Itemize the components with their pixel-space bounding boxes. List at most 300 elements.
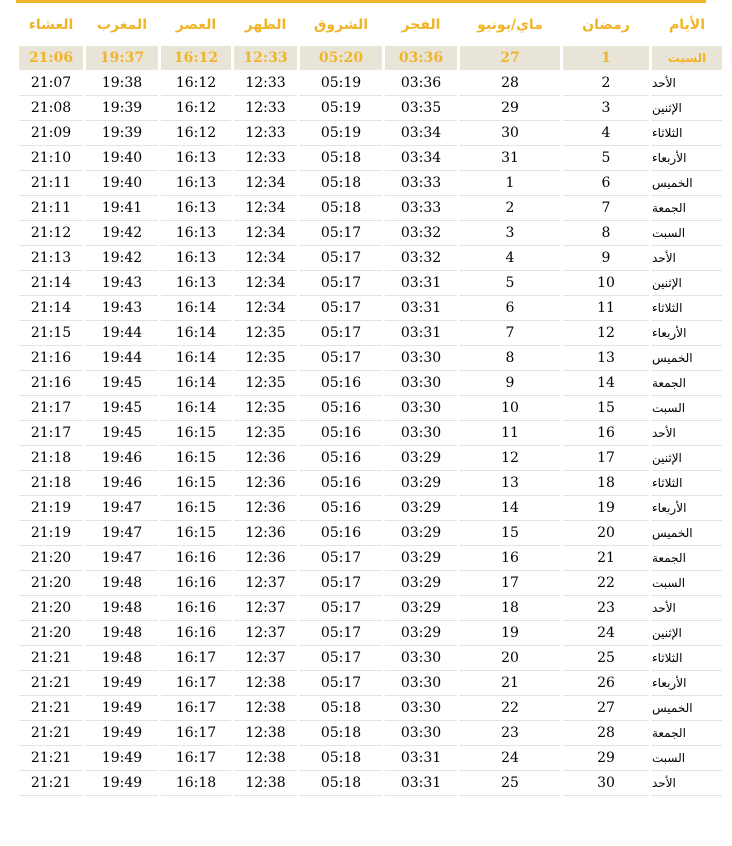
table-row [19,596,722,621]
table-row [19,246,722,271]
cell-isha: 21:08 [19,96,83,121]
cell-dhuhr: 12:36 [234,446,297,471]
cell-sunrise: 05:18 [300,696,382,721]
cell-sunrise: 05:17 [300,296,382,321]
cell-gregorian: 19 [460,621,560,646]
cell-maghrib: 19:49 [86,721,158,746]
cell-gregorian: 20 [460,646,560,671]
cell-isha: 21:10 [19,146,83,171]
cell-sunrise: 05:17 [300,671,382,696]
cell-gregorian: 17 [460,571,560,596]
cell-fajr: 03:32 [385,221,457,246]
cell-sunrise: 05:16 [300,471,382,496]
table-row [19,546,722,571]
cell-fajr: 03:36 [385,46,457,71]
cell-day: الأحد [652,596,722,621]
cell-asr: 16:12 [161,71,231,96]
cell-fajr: 03:29 [385,471,457,496]
cell-isha: 21:16 [19,346,83,371]
cell-fajr: 03:29 [385,496,457,521]
table-row [19,646,722,671]
table-row [19,421,722,446]
table-header-row [19,3,722,46]
cell-ramadan: 26 [563,671,649,696]
cell-dhuhr: 12:38 [234,721,297,746]
cell-gregorian: 22 [460,696,560,721]
cell-gregorian: 13 [460,471,560,496]
cell-fajr: 03:30 [385,646,457,671]
cell-fajr: 03:29 [385,521,457,546]
cell-ramadan: 11 [563,296,649,321]
table-row [19,146,722,171]
table-row [19,221,722,246]
table-row [19,496,722,521]
cell-isha: 21:21 [19,646,83,671]
cell-asr: 16:17 [161,696,231,721]
cell-dhuhr: 12:35 [234,371,297,396]
cell-maghrib: 19:48 [86,596,158,621]
cell-gregorian: 2 [460,196,560,221]
table-row [19,446,722,471]
cell-fajr: 03:31 [385,746,457,771]
table-row [19,621,722,646]
cell-isha: 21:21 [19,746,83,771]
cell-asr: 16:17 [161,721,231,746]
cell-gregorian: 8 [460,346,560,371]
cell-maghrib: 19:42 [86,246,158,271]
cell-sunrise: 05:17 [300,271,382,296]
cell-ramadan: 18 [563,471,649,496]
cell-fajr: 03:31 [385,271,457,296]
cell-maghrib: 19:49 [86,696,158,721]
cell-sunrise: 05:19 [300,96,382,121]
cell-day: الخميس [652,171,722,196]
cell-maghrib: 19:46 [86,471,158,496]
header-sunrise: الشروق [313,16,369,33]
cell-fajr: 03:29 [385,571,457,596]
table-row [19,396,722,421]
cell-ramadan: 7 [563,196,649,221]
cell-ramadan: 8 [563,221,649,246]
cell-day: الثلاثاء [652,121,722,146]
cell-sunrise: 05:16 [300,396,382,421]
cell-ramadan: 27 [563,696,649,721]
cell-gregorian: 24 [460,746,560,771]
cell-day: السبت [652,746,722,771]
cell-gregorian: 5 [460,271,560,296]
cell-dhuhr: 12:34 [234,296,297,321]
cell-gregorian: 6 [460,296,560,321]
cell-fajr: 03:29 [385,546,457,571]
cell-fajr: 03:29 [385,621,457,646]
table-row [19,696,722,721]
cell-day: الجمعة [652,196,722,221]
cell-maghrib: 19:39 [86,96,158,121]
cell-asr: 16:14 [161,371,231,396]
cell-isha: 21:21 [19,671,83,696]
cell-sunrise: 05:18 [300,721,382,746]
prayer-times-table [16,3,725,796]
cell-sunrise: 05:16 [300,421,382,446]
cell-sunrise: 05:17 [300,221,382,246]
cell-day: السبت [652,571,722,596]
cell-maghrib: 19:43 [86,271,158,296]
cell-fajr: 03:34 [385,146,457,171]
cell-day: الأحد [652,246,722,271]
cell-maghrib: 19:48 [86,646,158,671]
cell-sunrise: 05:19 [300,121,382,146]
cell-ramadan: 2 [563,71,649,96]
cell-ramadan: 20 [563,521,649,546]
cell-day: الإثنين [652,271,722,296]
cell-fajr: 03:30 [385,421,457,446]
cell-sunrise: 05:17 [300,546,382,571]
header-maghrib: المغرب [96,16,148,33]
cell-dhuhr: 12:35 [234,396,297,421]
prayer-times-panel [16,0,706,796]
cell-ramadan: 10 [563,271,649,296]
cell-asr: 16:14 [161,296,231,321]
cell-day: الإثنين [652,446,722,471]
cell-asr: 16:16 [161,621,231,646]
cell-asr: 16:14 [161,321,231,346]
cell-asr: 16:14 [161,346,231,371]
cell-ramadan: 6 [563,171,649,196]
cell-fajr: 03:30 [385,346,457,371]
cell-day: الأحد [652,421,722,446]
header-isha: العشاء [28,16,74,33]
cell-asr: 16:13 [161,171,231,196]
cell-ramadan: 17 [563,446,649,471]
cell-ramadan: 29 [563,746,649,771]
table-row [19,771,722,796]
cell-gregorian: 11 [460,421,560,446]
cell-sunrise: 05:17 [300,621,382,646]
cell-dhuhr: 12:33 [234,46,297,71]
cell-sunrise: 05:17 [300,346,382,371]
cell-dhuhr: 12:37 [234,621,297,646]
cell-isha: 21:18 [19,446,83,471]
cell-gregorian: 29 [460,96,560,121]
cell-ramadan: 19 [563,496,649,521]
cell-maghrib: 19:40 [86,171,158,196]
cell-asr: 16:17 [161,746,231,771]
cell-asr: 16:13 [161,196,231,221]
cell-gregorian: 21 [460,671,560,696]
cell-day: الجمعة [652,546,722,571]
cell-asr: 16:16 [161,596,231,621]
cell-isha: 21:20 [19,546,83,571]
cell-day: الثلاثاء [652,296,722,321]
cell-isha: 21:14 [19,271,83,296]
cell-isha: 21:11 [19,171,83,196]
cell-ramadan: 1 [563,46,649,71]
cell-gregorian: 12 [460,446,560,471]
table-body [19,46,722,796]
cell-day: السبت [652,46,722,71]
cell-ramadan: 12 [563,321,649,346]
cell-isha: 21:11 [19,196,83,221]
cell-dhuhr: 12:35 [234,421,297,446]
cell-sunrise: 05:18 [300,146,382,171]
cell-maghrib: 19:47 [86,521,158,546]
cell-dhuhr: 12:36 [234,496,297,521]
cell-asr: 16:12 [161,46,231,71]
cell-dhuhr: 12:34 [234,246,297,271]
cell-day: السبت [652,221,722,246]
cell-gregorian: 14 [460,496,560,521]
cell-ramadan: 24 [563,621,649,646]
table-row [19,671,722,696]
cell-maghrib: 19:49 [86,746,158,771]
cell-asr: 16:17 [161,671,231,696]
cell-day: الجمعة [652,371,722,396]
cell-asr: 16:12 [161,121,231,146]
cell-maghrib: 19:47 [86,546,158,571]
cell-gregorian: 23 [460,721,560,746]
cell-day: الثلاثاء [652,471,722,496]
table-row [19,471,722,496]
cell-ramadan: 4 [563,121,649,146]
cell-isha: 21:09 [19,121,83,146]
cell-sunrise: 05:18 [300,771,382,796]
cell-fajr: 03:31 [385,771,457,796]
cell-isha: 21:19 [19,496,83,521]
cell-dhuhr: 12:34 [234,196,297,221]
cell-gregorian: 25 [460,771,560,796]
cell-asr: 16:15 [161,496,231,521]
cell-gregorian: 18 [460,596,560,621]
cell-dhuhr: 12:36 [234,521,297,546]
cell-gregorian: 1 [460,171,560,196]
cell-fajr: 03:29 [385,596,457,621]
cell-maghrib: 19:44 [86,321,158,346]
cell-ramadan: 9 [563,246,649,271]
table-row [19,521,722,546]
cell-fajr: 03:30 [385,696,457,721]
cell-gregorian: 31 [460,146,560,171]
cell-ramadan: 5 [563,146,649,171]
header-day: الأيام [669,16,705,33]
cell-gregorian: 9 [460,371,560,396]
cell-sunrise: 05:20 [300,46,382,71]
cell-fajr: 03:33 [385,196,457,221]
table-row [19,271,722,296]
cell-isha: 21:13 [19,246,83,271]
cell-fajr: 03:32 [385,246,457,271]
cell-isha: 21:12 [19,221,83,246]
cell-isha: 21:20 [19,571,83,596]
table-row [19,321,722,346]
cell-dhuhr: 12:36 [234,546,297,571]
table-row [19,746,722,771]
cell-ramadan: 13 [563,346,649,371]
cell-sunrise: 05:16 [300,446,382,471]
cell-dhuhr: 12:33 [234,146,297,171]
cell-asr: 16:16 [161,571,231,596]
cell-day: الأحد [652,71,722,96]
cell-dhuhr: 12:37 [234,596,297,621]
cell-dhuhr: 12:37 [234,571,297,596]
cell-sunrise: 05:17 [300,646,382,671]
cell-gregorian: 30 [460,121,560,146]
table-row [19,121,722,146]
cell-dhuhr: 12:38 [234,696,297,721]
cell-dhuhr: 12:34 [234,271,297,296]
cell-sunrise: 05:18 [300,746,382,771]
cell-isha: 21:06 [19,46,83,71]
cell-sunrise: 05:18 [300,196,382,221]
cell-sunrise: 05:16 [300,371,382,396]
cell-ramadan: 14 [563,371,649,396]
header-gregorian: ماي/يونيو [477,16,543,33]
cell-gregorian: 7 [460,321,560,346]
cell-fajr: 03:33 [385,171,457,196]
cell-asr: 16:15 [161,521,231,546]
cell-dhuhr: 12:38 [234,746,297,771]
cell-day: السبت [652,396,722,421]
cell-day: الخميس [652,521,722,546]
cell-ramadan: 16 [563,421,649,446]
cell-maghrib: 19:45 [86,421,158,446]
cell-day: الأربعاء [652,671,722,696]
cell-maghrib: 19:39 [86,121,158,146]
cell-isha: 21:19 [19,521,83,546]
cell-sunrise: 05:17 [300,596,382,621]
header-fajr: الفجر [401,16,441,33]
cell-ramadan: 3 [563,96,649,121]
table-row [19,346,722,371]
cell-fajr: 03:29 [385,446,457,471]
cell-dhuhr: 12:37 [234,646,297,671]
cell-maghrib: 19:41 [86,196,158,221]
table-row [19,571,722,596]
cell-maghrib: 19:45 [86,371,158,396]
table-row [19,371,722,396]
cell-fajr: 03:31 [385,296,457,321]
cell-sunrise: 05:17 [300,571,382,596]
cell-dhuhr: 12:35 [234,346,297,371]
cell-fajr: 03:35 [385,96,457,121]
cell-sunrise: 05:19 [300,71,382,96]
cell-isha: 21:18 [19,471,83,496]
cell-day: الإثنين [652,96,722,121]
cell-day: الثلاثاء [652,646,722,671]
cell-sunrise: 05:18 [300,171,382,196]
cell-asr: 16:14 [161,396,231,421]
cell-dhuhr: 12:34 [234,171,297,196]
cell-day: الأربعاء [652,146,722,171]
cell-fajr: 03:36 [385,71,457,96]
cell-asr: 16:13 [161,146,231,171]
cell-dhuhr: 12:33 [234,71,297,96]
table-row-today [19,46,722,71]
cell-dhuhr: 12:38 [234,771,297,796]
cell-maghrib: 19:43 [86,296,158,321]
cell-gregorian: 15 [460,521,560,546]
cell-maghrib: 19:46 [86,446,158,471]
cell-asr: 16:16 [161,546,231,571]
cell-ramadan: 25 [563,646,649,671]
cell-day: الأربعاء [652,321,722,346]
cell-maghrib: 19:49 [86,671,158,696]
cell-asr: 16:12 [161,96,231,121]
cell-gregorian: 16 [460,546,560,571]
cell-maghrib: 19:42 [86,221,158,246]
cell-maghrib: 19:48 [86,621,158,646]
cell-asr: 16:13 [161,221,231,246]
header-ramadan: رمضان [582,16,630,33]
cell-gregorian: 28 [460,71,560,96]
cell-asr: 16:13 [161,246,231,271]
cell-day: الإثنين [652,621,722,646]
cell-asr: 16:15 [161,471,231,496]
cell-fajr: 03:30 [385,721,457,746]
cell-isha: 21:15 [19,321,83,346]
cell-day: الجمعة [652,721,722,746]
cell-isha: 21:07 [19,71,83,96]
cell-maghrib: 19:48 [86,571,158,596]
cell-gregorian: 27 [460,46,560,71]
cell-maghrib: 19:44 [86,346,158,371]
cell-day: الأربعاء [652,496,722,521]
cell-dhuhr: 12:33 [234,121,297,146]
cell-dhuhr: 12:35 [234,321,297,346]
cell-isha: 21:20 [19,596,83,621]
cell-maghrib: 19:47 [86,496,158,521]
cell-asr: 16:17 [161,646,231,671]
cell-ramadan: 15 [563,396,649,421]
cell-fajr: 03:30 [385,371,457,396]
cell-isha: 21:17 [19,396,83,421]
cell-asr: 16:15 [161,421,231,446]
header-dhuhr: الظهر [244,16,287,33]
cell-maghrib: 19:38 [86,71,158,96]
cell-fajr: 03:34 [385,121,457,146]
cell-isha: 21:14 [19,296,83,321]
table-row [19,721,722,746]
cell-day: الخميس [652,696,722,721]
cell-maghrib: 19:45 [86,396,158,421]
cell-fajr: 03:30 [385,671,457,696]
cell-maghrib: 19:40 [86,146,158,171]
cell-ramadan: 22 [563,571,649,596]
cell-day: الخميس [652,346,722,371]
table-row [19,196,722,221]
cell-asr: 16:15 [161,446,231,471]
cell-ramadan: 21 [563,546,649,571]
cell-isha: 21:16 [19,371,83,396]
cell-day: الأحد [652,771,722,796]
table-row [19,296,722,321]
cell-isha: 21:21 [19,771,83,796]
cell-isha: 21:17 [19,421,83,446]
table-row [19,96,722,121]
table-row [19,171,722,196]
header-asr: العصر [175,16,217,33]
cell-isha: 21:21 [19,721,83,746]
cell-ramadan: 28 [563,721,649,746]
cell-sunrise: 05:17 [300,321,382,346]
cell-sunrise: 05:16 [300,521,382,546]
cell-maghrib: 19:37 [86,46,158,71]
cell-isha: 21:21 [19,696,83,721]
cell-sunrise: 05:17 [300,246,382,271]
cell-gregorian: 10 [460,396,560,421]
cell-dhuhr: 12:34 [234,221,297,246]
cell-ramadan: 23 [563,596,649,621]
cell-gregorian: 4 [460,246,560,271]
